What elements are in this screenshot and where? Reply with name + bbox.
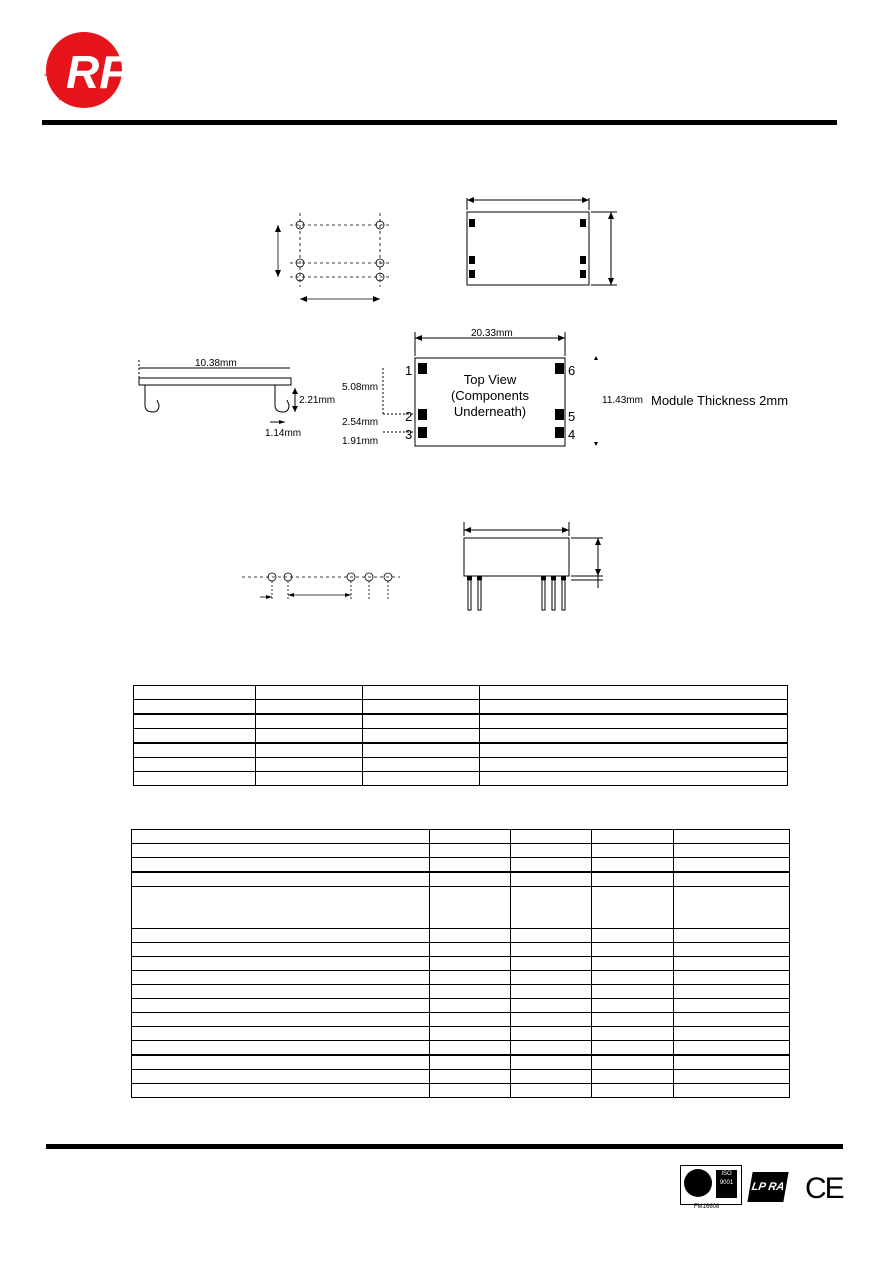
table-cell xyxy=(592,957,674,971)
ce-mark: CE xyxy=(805,1172,843,1205)
table-cell xyxy=(592,1055,674,1070)
table-cell xyxy=(430,1041,511,1056)
table-cell xyxy=(132,985,430,999)
lpra-badge: LP RA xyxy=(747,1172,788,1202)
pin-label-6: 6 xyxy=(568,363,576,378)
table-cell xyxy=(363,743,480,758)
table-cell xyxy=(674,872,790,887)
table-row xyxy=(132,943,790,957)
table-cell xyxy=(511,858,592,873)
table-row xyxy=(132,1070,790,1084)
table-row xyxy=(132,985,790,999)
pin-row-drawing xyxy=(238,565,408,605)
table-cell xyxy=(674,985,790,999)
table-cell xyxy=(132,957,430,971)
dim-pitch-2: 2.54mm xyxy=(342,417,379,428)
iso-certification-badge xyxy=(680,1165,742,1205)
table-cell xyxy=(480,772,788,786)
table-cell xyxy=(511,872,592,887)
table-cell xyxy=(674,1055,790,1070)
table-row xyxy=(132,999,790,1013)
table-cell xyxy=(674,1070,790,1084)
table-cell xyxy=(592,971,674,985)
table-cell xyxy=(430,999,511,1013)
top-view-drawing xyxy=(335,322,643,452)
table-cell xyxy=(430,1070,511,1084)
table-cell xyxy=(134,758,256,772)
brand-logo xyxy=(36,28,126,118)
table-cell xyxy=(511,985,592,999)
table-row xyxy=(132,1027,790,1041)
table-row xyxy=(132,957,790,971)
table-cell xyxy=(592,1013,674,1027)
table-cell xyxy=(511,1027,592,1041)
table-row xyxy=(134,714,788,729)
dim-pitch-1: 5.08mm xyxy=(342,382,379,393)
table-cell xyxy=(480,686,788,700)
dim-top-length: 20.33mm xyxy=(471,328,513,339)
table-cell xyxy=(363,772,480,786)
table-cell xyxy=(592,1041,674,1056)
table-cell xyxy=(430,985,511,999)
table-cell xyxy=(430,1013,511,1027)
module-outline-drawing xyxy=(455,190,635,295)
table-cell xyxy=(592,929,674,943)
table-cell xyxy=(134,772,256,786)
table-row xyxy=(132,971,790,985)
logo-wordmark: recom xyxy=(41,70,68,103)
logo-letters: RF xyxy=(66,46,128,98)
table-cell xyxy=(592,999,674,1013)
table-cell xyxy=(132,844,430,858)
table-cell xyxy=(511,1013,592,1027)
table-cell xyxy=(132,858,430,873)
table-cell xyxy=(480,758,788,772)
table-cell xyxy=(363,700,480,715)
table-cell xyxy=(511,1084,592,1098)
table-cell xyxy=(363,686,480,700)
table-cell xyxy=(256,758,363,772)
footer-rule xyxy=(46,1144,843,1149)
table-cell xyxy=(674,1027,790,1041)
certification-seal-icon xyxy=(684,1169,712,1197)
top-view-title: Top View xyxy=(463,372,517,387)
table-cell xyxy=(592,985,674,999)
table-row xyxy=(134,772,788,786)
table-cell xyxy=(430,872,511,887)
table-cell xyxy=(430,844,511,858)
table-cell xyxy=(480,700,788,715)
table-cell xyxy=(430,1055,511,1070)
table-cell xyxy=(480,729,788,744)
table-cell xyxy=(511,943,592,957)
table-cell xyxy=(134,743,256,758)
iso-caption: FM16608 xyxy=(694,1204,720,1210)
side-view-drawing xyxy=(125,350,345,450)
dim-top-width: 11.43mm xyxy=(602,395,643,406)
table-cell xyxy=(674,971,790,985)
table-cell xyxy=(132,830,430,844)
table-row xyxy=(134,686,788,700)
table-cell xyxy=(511,844,592,858)
table-cell xyxy=(132,1070,430,1084)
table-2 xyxy=(131,829,790,1098)
table-cell xyxy=(132,1055,430,1070)
top-view-subtitle-2: Underneath) xyxy=(453,404,527,419)
table-cell xyxy=(132,999,430,1013)
table-cell xyxy=(256,700,363,715)
table-cell xyxy=(430,1084,511,1098)
table-cell xyxy=(134,686,256,700)
table-row xyxy=(132,929,790,943)
table-cell xyxy=(674,1041,790,1056)
table-cell xyxy=(134,714,256,729)
table-cell xyxy=(134,729,256,744)
table-cell xyxy=(132,872,430,887)
table-cell xyxy=(363,714,480,729)
table-cell xyxy=(592,887,674,929)
table-cell xyxy=(132,971,430,985)
table-row xyxy=(132,1041,790,1056)
table-row xyxy=(132,858,790,873)
table-cell xyxy=(363,729,480,744)
dim-pin-width: 1.14mm xyxy=(265,428,302,439)
table-row xyxy=(134,743,788,758)
table-cell xyxy=(511,830,592,844)
table-cell xyxy=(256,686,363,700)
table-cell xyxy=(256,743,363,758)
table-cell xyxy=(132,929,430,943)
table-cell xyxy=(674,957,790,971)
pin-label-4: 4 xyxy=(568,427,576,442)
table-cell xyxy=(132,887,430,929)
table-cell xyxy=(592,1070,674,1084)
table-cell xyxy=(256,729,363,744)
table-cell xyxy=(592,872,674,887)
table-cell xyxy=(674,1084,790,1098)
table-cell xyxy=(592,844,674,858)
table-cell xyxy=(480,714,788,729)
table-row xyxy=(132,1013,790,1027)
table-row xyxy=(134,700,788,715)
table-cell xyxy=(511,999,592,1013)
table-cell xyxy=(674,999,790,1013)
table-cell xyxy=(511,1070,592,1084)
dim-pin-height: 2.21mm xyxy=(299,395,336,406)
table-cell xyxy=(132,943,430,957)
table-cell xyxy=(132,1013,430,1027)
dim-length: 10.38mm xyxy=(195,358,237,369)
table-cell xyxy=(592,1027,674,1041)
table-row xyxy=(134,729,788,744)
table-row xyxy=(132,887,790,929)
table-cell xyxy=(430,858,511,873)
table-cell xyxy=(256,714,363,729)
table-cell xyxy=(592,830,674,844)
through-hole-side-drawing xyxy=(455,518,615,618)
table-cell xyxy=(430,887,511,929)
table-cell xyxy=(674,858,790,873)
pin-label-1: 1 xyxy=(405,363,413,378)
table-cell xyxy=(592,1084,674,1098)
table-cell xyxy=(592,943,674,957)
table-cell xyxy=(592,858,674,873)
table-cell xyxy=(674,887,790,929)
table-row xyxy=(132,1055,790,1070)
table-cell xyxy=(132,1041,430,1056)
dim-pitch-3: 1.91mm xyxy=(342,436,379,447)
table-cell xyxy=(511,929,592,943)
table-cell xyxy=(132,1084,430,1098)
table-cell xyxy=(511,971,592,985)
table-row xyxy=(134,758,788,772)
pin-label-3: 3 xyxy=(405,427,413,442)
table-cell xyxy=(674,830,790,844)
table-cell xyxy=(430,1027,511,1041)
table-cell xyxy=(511,957,592,971)
table-cell xyxy=(430,830,511,844)
table-cell xyxy=(511,1055,592,1070)
header-rule xyxy=(42,120,837,125)
table-cell xyxy=(511,1041,592,1056)
pin-label-2: 2 xyxy=(405,409,413,424)
table-cell xyxy=(430,957,511,971)
table-cell xyxy=(674,1013,790,1027)
table-cell xyxy=(480,743,788,758)
table-cell xyxy=(511,887,592,929)
iso-label: ISO 9001 xyxy=(716,1170,737,1198)
table-cell xyxy=(430,971,511,985)
table-cell xyxy=(132,1027,430,1041)
table-row xyxy=(132,1084,790,1098)
table-row xyxy=(132,872,790,887)
module-thickness-note: Module Thickness 2mm xyxy=(651,393,789,408)
table-cell xyxy=(256,772,363,786)
table-cell xyxy=(363,758,480,772)
table-1 xyxy=(133,685,788,786)
table-cell xyxy=(674,943,790,957)
table-row xyxy=(132,844,790,858)
pin-label-5: 5 xyxy=(568,409,576,424)
table-cell xyxy=(674,844,790,858)
table-cell xyxy=(134,700,256,715)
table-cell xyxy=(674,929,790,943)
table-row xyxy=(132,830,790,844)
table-cell xyxy=(430,943,511,957)
top-view-subtitle-1: (Components xyxy=(450,388,530,403)
pin-pattern-drawing xyxy=(260,205,400,305)
table-cell xyxy=(430,929,511,943)
